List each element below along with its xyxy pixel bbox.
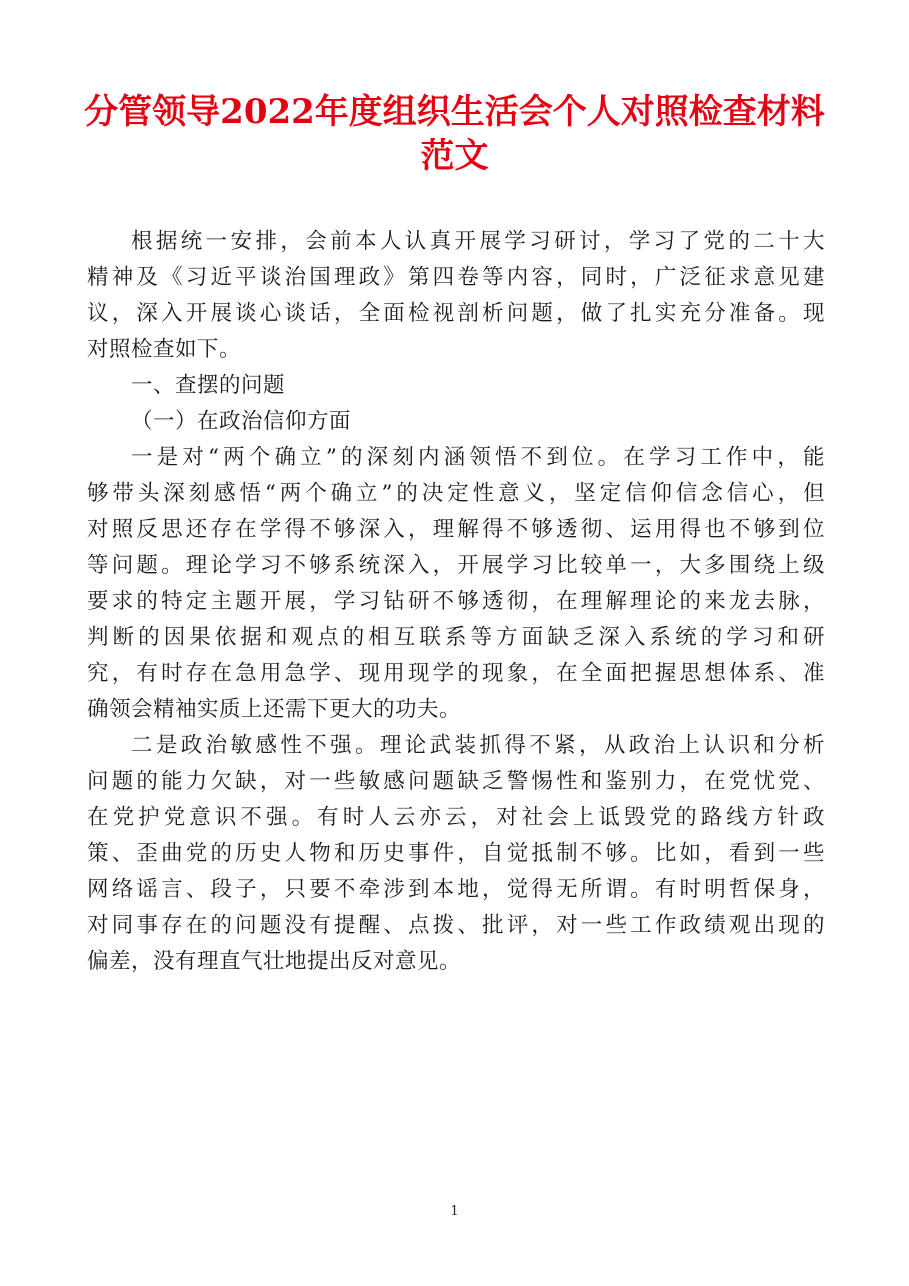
paragraph-line: 问题的能力欠缺，对一些敏感问题缺乏警惕性和鉴别力，在党忧党、 [87, 769, 825, 794]
paragraph-line: 对同事存在的问题没有提醒、点拨、批评，对一些工作政绩观出现的 [87, 913, 825, 938]
paragraph-line: 二是政治敏感性不强。理论武装抓得不紧，从政治上认识和分析 [131, 733, 825, 758]
document-title-line-1: 分管领导2022年度组织生活会个人对照检查材料 [84, 92, 825, 132]
paragraph-line: 究，有时存在急用急学、现用现学的现象，在全面把握思想体系、准 [87, 661, 825, 686]
paragraph-line: 议，深入开展谈心谈话，全面检视剖析问题，做了扎实充分准备。现 [87, 301, 825, 326]
paragraph-line: 网络谣言、段子，只要不牵涉到本地，觉得无所谓。有时明哲保身， [87, 877, 825, 902]
page-number: 1 [450, 1204, 459, 1219]
paragraph-line: 够带头深刻感悟“两个确立”的决定性意义，坚定信仰信念信心，但 [87, 481, 825, 506]
subsection-heading [87, 404, 825, 440]
paragraph-line: 对照反思还存在学得不够深入，理解得不够透彻、运用得也不够到位 [87, 517, 825, 542]
paragraph-line: 偏差，没有理直气壮地提出反对意见。 [87, 949, 462, 974]
paragraph-intro [87, 224, 825, 368]
paragraph-point-two [87, 728, 825, 980]
paragraph-line: 对照检查如下。 [87, 337, 242, 362]
paragraph-line: 判断的因果依据和观点的相互联系等方面缺乏深入系统的学习和研 [87, 625, 825, 650]
paragraph-line: 等问题。理论学习不够系统深入，开展学习比较单一，大多围绕上级 [87, 553, 825, 578]
paragraph-line: 确领会精袖实质上还需下更大的功夫。 [87, 697, 462, 722]
document-title-line-2: 范文 [420, 136, 489, 176]
paragraph-line: 根据统一安排，会前本人认真开展学习研讨，学习了党的二十大 [131, 229, 825, 254]
document-body [87, 224, 825, 980]
section-heading [87, 368, 825, 404]
paragraph-line: 要求的特定主题开展，学习钻研不够透彻，在理解理论的来龙去脉， [87, 589, 825, 614]
paragraph-line: 一是对“两个确立”的深刻内涵领悟不到位。在学习工作中，能 [131, 445, 825, 470]
paragraph-line: 在党护党意识不强。有时人云亦云，对社会上诋毁党的路线方针政 [87, 805, 825, 830]
section-heading-text: 一、查摆的问题 [131, 373, 286, 398]
paragraph-point-one [87, 440, 825, 728]
paragraph-line: 策、歪曲党的历史人物和历史事件，自觉抵制不够。比如，看到一些 [87, 841, 825, 866]
subsection-heading-text: （一）在政治信仰方面 [131, 409, 352, 434]
paragraph-line: 精神及《习近平谈治国理政》第四卷等内容，同时，广泛征求意见建 [87, 265, 825, 290]
